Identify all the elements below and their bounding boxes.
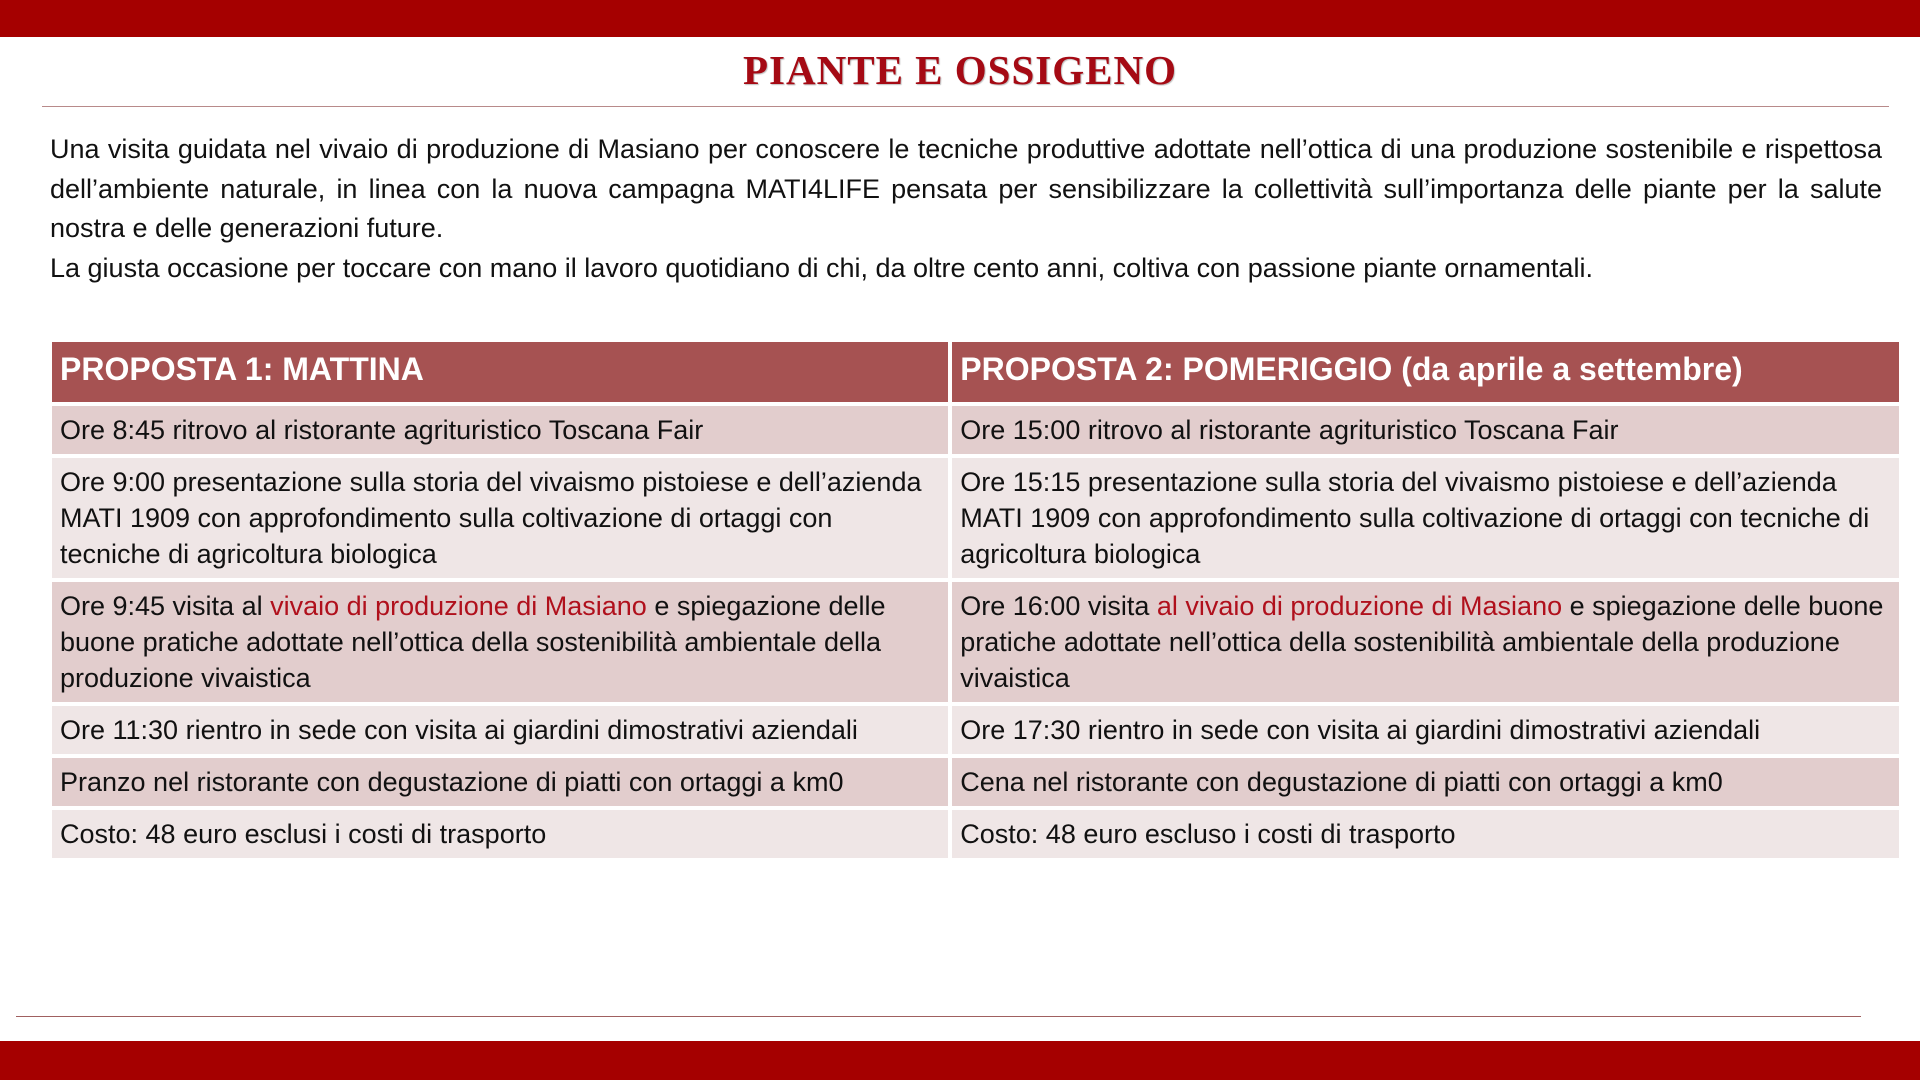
top-color-band [0,0,1920,37]
header-proposta-2: PROPOSTA 2: POMERIGGIO (da aprile a settembre) [952,342,1899,402]
intro-text [50,130,1882,288]
header-proposta-1: PROPOSTA 1: MATTINA [52,342,948,402]
visit-location-highlight: vivaio di produzione di Masiano [270,591,647,621]
cell-mattina-rientro: Ore 11:30 rientro in sede con visita ai giardini dimostrativi aziendali [52,706,948,754]
table-row [52,458,1899,578]
cell-pomeriggio-cena: Cena nel ristorante con degustazione di piatti con ortaggi a km0 [952,758,1899,806]
visit-location-highlight: al vivaio di produzione di Masiano [1156,591,1563,621]
visit-text-after: e spiegazione delle buone pratiche adottate nell’ottica della sostenibilità ambientale della produzione vivaistica [960,591,1884,693]
cell-mattina-pranzo: Pranzo nel ristorante con degustazione di piatti con ortaggi a km0 [52,758,948,806]
visit-text-before: Ore 9:45 visita al [60,591,271,621]
bottom-divider [16,1016,1861,1017]
table-row [52,582,1899,702]
cell-pomeriggio-ritrovo: Ore 15:00 ritrovo al ristorante agrituristico Toscana Fair [952,406,1899,454]
cell-pomeriggio-visita [952,582,1899,702]
intro-paragraph-2: La giusta occasione per toccare con mano il lavoro quotidiano di chi, da oltre cento anni, coltiva con passione piante ornamentali. [50,252,1593,283]
table-row [52,406,1899,454]
cell-mattina-costo: Costo: 48 euro esclusi i costi di trasporto [52,810,948,858]
cell-mattina-visita [52,582,948,702]
cell-pomeriggio-costo: Costo: 48 euro escluso i costi di trasporto [952,810,1899,858]
visit-text-after: e spiegazione delle buone pratiche adottate nell’ottica della sostenibilità ambientale della produzione vivaistica [60,591,886,693]
table-row [52,810,1899,858]
table-row [52,706,1899,754]
title-divider [42,106,1889,107]
bottom-color-band [0,1041,1920,1080]
intro-paragraph-1: Una visita guidata nel vivaio di produzione di Masiano per conoscere le tecniche produttive adottate nell’ottica di una produzione sostenibile e rispettosa dell’ambiente naturale, in linea con la nuova campagna MATI4LIFE pensata per sensibilizzare la collettività sull’importanza delle piante per la salute nostra e delle generazioni future. [50,134,1882,243]
table-header-row [52,342,1899,402]
visit-text-before: Ore 16:00 visita [960,591,1157,621]
cell-mattina-presentazione: Ore 9:00 presentazione sulla storia del vivaismo pistoiese e dell’azienda MATI 1909 con approfondimento sulla coltivazione di ortaggi con tecniche di agricoltura biologica [52,458,948,578]
cell-pomeriggio-rientro: Ore 17:30 rientro in sede con visita ai giardini dimostrativi aziendali [952,706,1899,754]
cell-mattina-ritrovo: Ore 8:45 ritrovo al ristorante agrituristico Toscana Fair [52,406,948,454]
table-row [52,758,1899,806]
page-title: PIANTE E OSSIGENO [743,47,1177,93]
cell-pomeriggio-presentazione: Ore 15:15 presentazione sulla storia del vivaismo pistoiese e dell’azienda MATI 1909 con approfondimento sulla coltivazione di ortaggi con tecniche di agricoltura biologica [952,458,1899,578]
program-table [48,338,1903,862]
